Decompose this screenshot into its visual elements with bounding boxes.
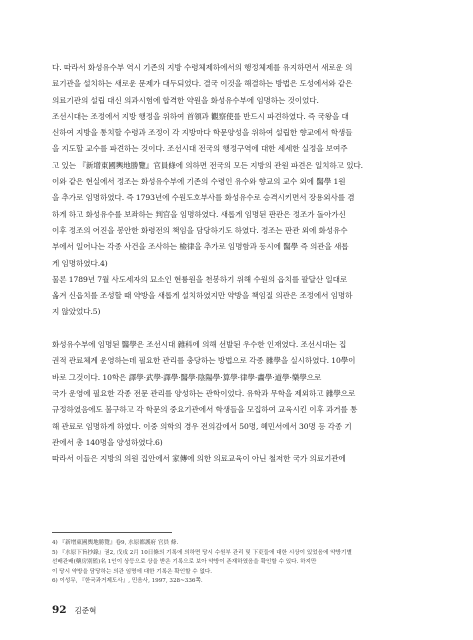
- body-line: 규정하였음에도 불구하고 각 학문의 중요기관에서 학생들을 모집하여 교육시킨 이후 과거를 통: [52, 405, 358, 415]
- footnote-line: 6) 이성무, 『한국과거제도사』, 민음사, 1997, 328~336쪽.: [52, 578, 203, 585]
- body-line: 옮겨 신읍치를 조성할 때 약방을 새롭게 설치하였지만 약방을 책임질 의관은 조정에서 임명하: [52, 291, 353, 301]
- running-author: 김준혁: [74, 606, 97, 615]
- body-line: 신하여 지방을 통치할 수령과 조정이 각 지방마다 학문양성을 위하여 설립한 향교에서 학생들: [52, 128, 353, 138]
- body-line: 다. 따라서 화성유수부 역시 기존의 지방 수령체제하에서의 행정체제를 유지하면서 새로운 의: [52, 63, 353, 72]
- footnote-line: 이 당시 약방을 담당하는 의관 임명에 대한 기록은 확인할 수 없다.: [52, 568, 213, 575]
- body-line: 지 않았었다.5): [52, 307, 101, 317]
- body-line: 권적 관료체계 운영하는데 필요한 관리를 충당하는 방법으로 각종 雜學을 실시하였다. 10學이: [52, 356, 356, 366]
- page-footer: [52, 604, 96, 616]
- body-line: 게 임명하였다.4): [52, 258, 108, 268]
- body-line: 부에서 일어나는 각종 사건을 조사하는 檢律을 추가로 임명함과 동시에 醫學 즉 의관을 새롭: [52, 242, 349, 252]
- body-line: 료기관을 설치하는 새로운 문제가 대두되었다. 결국 이것을 해결하는 방법은 도성에서와 같은: [52, 79, 353, 89]
- body-line: 바로 그것이다. 10학은 譯學·武學·譯學·醫學·陰陽學·算學·律學·畵學·道學·樂學으로: [52, 372, 322, 382]
- body-line: 을 추가로 임명하였다. 즉 1793년에 수원도호부사를 화성유수로 승격시키면서 장용외사를 겸: [52, 193, 355, 203]
- footnote-divider: [52, 532, 172, 533]
- body-line: 국가 운영에 필요한 각종 전문 관리를 양성하는 관학이었다. 유학과 무학을 제외하고 雜學으로: [52, 388, 356, 398]
- footnote-line: 4) 『新增東國輿地勝覽』卷9, 水原都護府 官員 條.: [52, 540, 179, 546]
- body-line: 조선시대는 조정에서 지방 행정을 위하여 首領과 觀察使를 반드시 파견하였다. 즉 국왕을 대: [52, 111, 349, 121]
- paragraph-break: [52, 321, 424, 337]
- footnote-line: 5) 『水原下旨抄錄』권2, 戊戌 2月 10日條의 기록에 의하면 당시 수원부 관리 및 下吏들에 대한 시상이 있었음에 약방기별: [52, 549, 352, 556]
- body-line: 을 지도할 교수를 파견하는 것이다. 조선시대 전국의 행정구역에 대한 세세한 실정을 보여주: [52, 144, 348, 154]
- body-line: 하게 하고 화성유수를 보좌하는 判官을 임명하였다. 새롭게 임명된 판관은 정조가 돌아가신: [52, 209, 346, 219]
- footnotes: [52, 539, 424, 587]
- page-number: 92: [52, 604, 67, 616]
- body-line: 물론 1789년 7월 사도세자의 묘소인 현륭원을 천봉하기 위해 수원의 읍치를 팔달산 일대로: [52, 274, 348, 284]
- footnote-line: 선배관배(藥房別監)名 1인이 상등으로 상을 받은 기록으로 보아 약방이 존재하였음을 확인할 수 있다. 하지만: [52, 559, 317, 566]
- body-text: [52, 60, 424, 467]
- body-line: 따라서 이들은 지방의 의원 집안에서 家傳에 의한 의료교육이 아닌 철저한 국가 의료기관에: [52, 454, 346, 464]
- body-line: 화성유수부에 임명된 醫學은 조선시대 雜科에 의해 선발된 우수한 인재였다. 조선시대는 집: [52, 340, 347, 350]
- body-line: 이후 정조의 어진을 봉안한 화령전의 책임을 담당하기도 하였다. 정조는 판관 외에 화성유수: [52, 225, 348, 235]
- body-line: 의료기관의 설립 대신 의과시험에 합격한 약원을 화성유수부에 임명하는 것이었다.: [52, 95, 319, 105]
- body-line: 관에서 총 140명을 양성하였다.6): [52, 437, 163, 447]
- body-line: 이와 같은 현실에서 정조는 화성유수부에 기존의 수령인 유수와 향교의 교수 외에 醫學 1원: [52, 177, 346, 187]
- body-line: 고 있는 『新增東國輿地勝覽』官員條에 의하면 전국의 모든 지방의 관원 파견은 일치하고 있다.: [52, 160, 363, 170]
- body-line: 해 관료로 임명하게 하였다. 이중 의학의 경우 전의감에서 50명, 혜민서에서 30명 등 각종 기: [52, 421, 352, 431]
